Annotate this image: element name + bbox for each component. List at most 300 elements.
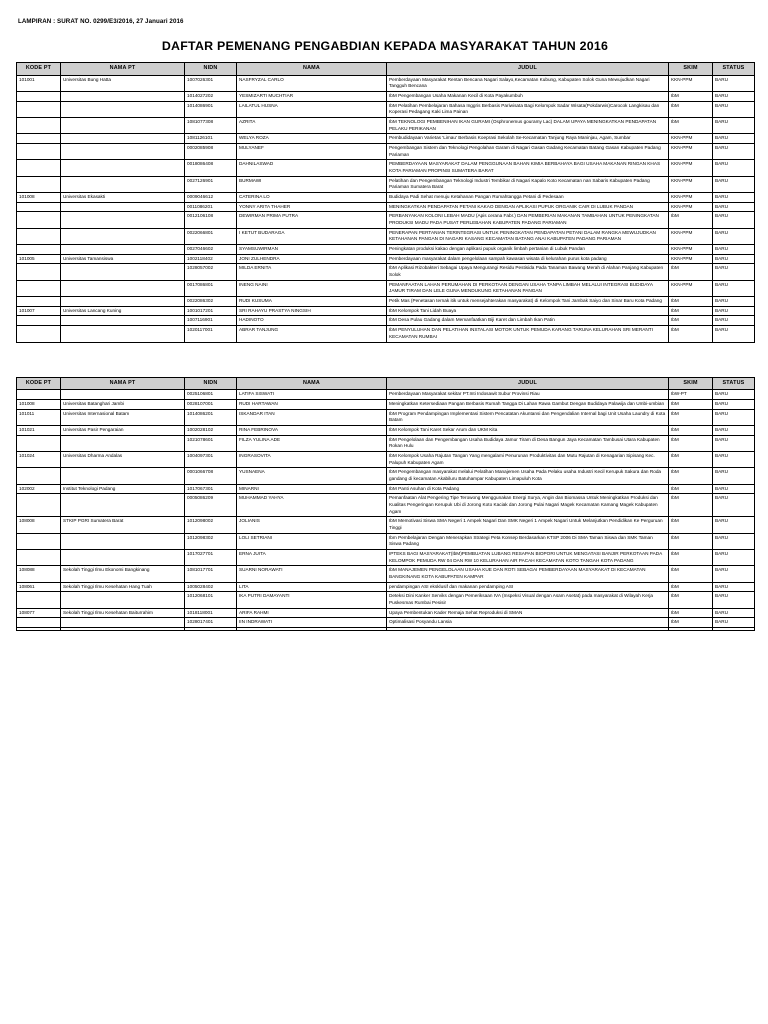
cell-nama: RUDI HARTAWAN bbox=[237, 399, 387, 409]
cell-nidn: 1014027202 bbox=[185, 92, 237, 102]
table-row bbox=[17, 484, 755, 494]
cell-kode-pt: 101024 bbox=[17, 451, 61, 467]
cell-nama: LITA bbox=[237, 582, 387, 592]
table-row bbox=[17, 592, 755, 608]
cell-nama-pt: Universitas Bung Hatta bbox=[61, 75, 185, 91]
cell-nidn: 0022066801 bbox=[185, 228, 237, 244]
cell-kode-pt: 101011 bbox=[17, 409, 61, 425]
cell-nama: IKA PUTRI DAMAYANTI bbox=[237, 592, 387, 608]
cell-nama: SUARNI NORAWATI bbox=[237, 566, 387, 582]
cell-judul: Pelatihan dan Pengembangan Teknologi Industri Tembikar di Nagari Kapalo Koto Kecamatan nan Sabaris Kabupaten Padang Pariaman Sumatera Barat bbox=[387, 176, 669, 192]
cell-judul: IbM Program Pendampingan Implementasi Sistem Pencatatan Akuntansi dan Pengendalian Internal bagi Unit Usaha Laundry di Kota Batam bbox=[387, 409, 669, 425]
cell-kode-pt bbox=[17, 549, 61, 565]
table-row bbox=[17, 608, 755, 618]
cell-nama-pt: Universitas Tamansiswa bbox=[61, 254, 185, 264]
cell-nama-pt bbox=[61, 627, 185, 630]
cell-kode-pt bbox=[17, 176, 61, 192]
cell-status: BARU bbox=[713, 202, 755, 212]
column-header-skim: SKIM bbox=[669, 63, 713, 76]
cell-kode-pt bbox=[17, 533, 61, 549]
cell-nama: INENG NAINI bbox=[237, 280, 387, 296]
cell-nama: SRI RAHAYU PRASTYA NINGSIH bbox=[237, 306, 387, 316]
cell-nama-pt: Universitas Dharma Andalas bbox=[61, 451, 185, 467]
cell-nama: FILZA YULINA ADE bbox=[237, 435, 387, 451]
cell-judul: Budidaya Padi Sehat menuju Ketahanan Pangan Rumahtangga Petani di Pedesaan bbox=[387, 193, 669, 203]
cell-judul: Pemanfaatan Alat Pengering Tipe Terowong Menggunakan Energi Surya, Angin dan Biomassa Untuk Meningkatkan Produksi dan Kualitas Pengeringan Kerupuk Ubi di Jorong Koto Kaciak dan Jorong Pulai Nagari Magek Kecamatan Kamang Magek Kabupaten Agam bbox=[387, 494, 669, 517]
table-row bbox=[17, 176, 755, 192]
cell-skim: IbM bbox=[669, 306, 713, 316]
cell-judul: IbM Pengembangan Usaha Makanan Kecil di Kota Payakumbuh bbox=[387, 92, 669, 102]
cell-skim bbox=[669, 627, 713, 630]
letter-reference: LAMPIRAN : SURAT NO. 0299/E3/2016, 27 Januari 2016 bbox=[18, 18, 184, 25]
cell-status: BARU bbox=[713, 425, 755, 435]
cell-status: BARU bbox=[713, 75, 755, 91]
cell-kode-pt bbox=[17, 618, 61, 628]
cell-judul: Pemberdayaan Masyarakat sekitar PT.Inti Indosawit Subur Provinsi Riau bbox=[387, 390, 669, 400]
cell-nidn: 1007116901 bbox=[185, 316, 237, 326]
cell-status: BARU bbox=[713, 592, 755, 608]
cell-kode-pt bbox=[17, 101, 61, 117]
cell-nama-pt: Institut Teknologi Padang bbox=[61, 484, 185, 494]
cell-nidn: 0027046602 bbox=[185, 245, 237, 255]
cell-kode-pt: 101001 bbox=[17, 75, 61, 91]
table-row bbox=[17, 316, 755, 326]
cell-status: BARU bbox=[713, 326, 755, 342]
cell-kode-pt: 108008 bbox=[17, 517, 61, 533]
table-row bbox=[17, 306, 755, 316]
column-header-kode-pt: KODE PT bbox=[17, 377, 61, 390]
cell-nama-pt bbox=[61, 212, 185, 228]
cell-skim: KKN-PPM bbox=[669, 176, 713, 192]
cell-nidn: 0001066708 bbox=[185, 468, 237, 484]
cell-nidn: 0009046612 bbox=[185, 193, 237, 203]
cell-kode-pt: 101008 bbox=[17, 399, 61, 409]
cell-nidn: 1004097301 bbox=[185, 451, 237, 467]
cell-status: BARU bbox=[713, 517, 755, 533]
cell-judul: PERBANYAKAN KOLONI LEBAH MADU (Apis cerana Fabr.) DAN PEMBERIAN MAKANAN TAMBAHAN UNTUK PENINGKATAN PRODUKSI MADU PADA PUSAT PERLEBAHAN KABUPATEN PADANG PARIAMAN bbox=[387, 212, 669, 228]
cell-skim: IbM bbox=[669, 494, 713, 517]
table-row bbox=[17, 118, 755, 134]
cell-judul: IbM Memotivasi Siswa SMA Negeri 1 Ampek Nagari Dan SMK Negeri 1 Ampek Nagari Untuk Melanjutkan Pendidikan Ke Perguruan Tinggi bbox=[387, 517, 669, 533]
table-row bbox=[17, 202, 755, 212]
cell-skim: IbM bbox=[669, 517, 713, 533]
column-header-kode-pt: KODE PT bbox=[17, 63, 61, 76]
cell-status: BARU bbox=[713, 228, 755, 244]
cell-judul: IbM Panti Asuhan di Kota Padang bbox=[387, 484, 669, 494]
cell-skim: IbM bbox=[669, 212, 713, 228]
cell-nidn: 1007026301 bbox=[185, 75, 237, 91]
cell-judul: IbM Pengelolaan dan Pengembangan Usaha Budidaya Jamur Tiram di Desa Bangun Jaya Kecamatan Tambusai Utara Kabupaten Rokan Hulu bbox=[387, 435, 669, 451]
table-row bbox=[17, 618, 755, 628]
cell-nidn: 1001017201 bbox=[185, 306, 237, 316]
cell-nama-pt bbox=[61, 316, 185, 326]
cell-skim: IbM bbox=[669, 297, 713, 307]
cell-skim: IbM bbox=[669, 592, 713, 608]
cell-nidn: 0027126901 bbox=[185, 176, 237, 192]
cell-skim: IbM bbox=[669, 468, 713, 484]
cell-nama-pt bbox=[61, 494, 185, 517]
cell-status: BARU bbox=[713, 484, 755, 494]
cell-nama-pt bbox=[61, 297, 185, 307]
cell-nama: LAILATUL HUSNA bbox=[237, 101, 387, 117]
cell-nama-pt bbox=[61, 101, 185, 117]
cell-judul: pendampingan ASI eksklusif dan makanan pendamping ASI bbox=[387, 582, 669, 592]
cell-nama: SYAMSUWIRMAN bbox=[237, 245, 387, 255]
table-body bbox=[17, 75, 755, 342]
cell-judul: Pemberdayaan Masyarakat Rentan Bencana Nagari Salayo,Kecamatan Kubung, Kabupaten Solok Guna Mewujudkan Nagari Tangguh Bencana bbox=[387, 75, 669, 91]
winners-table-part-2 bbox=[16, 377, 755, 631]
cell-nama-pt bbox=[61, 202, 185, 212]
cell-kode-pt bbox=[17, 228, 61, 244]
table-row bbox=[17, 435, 755, 451]
cell-nidn: 1002118402 bbox=[185, 254, 237, 264]
cell-nama: MULYANEF bbox=[237, 144, 387, 160]
cell-judul bbox=[387, 627, 669, 630]
cell-kode-pt bbox=[17, 297, 61, 307]
cell-skim: KKN-PPM bbox=[669, 202, 713, 212]
cell-nama: ERNA JUITA bbox=[237, 549, 387, 565]
cell-nama: HADINOTO bbox=[237, 316, 387, 326]
cell-judul: Deteksi Dini Kanker Serviks dengan Pemeriksaan IVA (Inspeksi Visual dengan Asam Asetat) pada masyarakat di Wilayah Kerja Puskesmas Rumbai Pesisir bbox=[387, 592, 669, 608]
cell-status: BARU bbox=[713, 160, 755, 176]
cell-judul: Ibm Pembelajaran Dengan Menerapkan Strategi Peta Konsep Berdasarkan KTSP 2006 Di SMA Taman Siswa dan SMK Taman Siswa Padang bbox=[387, 533, 669, 549]
cell-nama-pt bbox=[61, 549, 185, 565]
cell-status: BARU bbox=[713, 176, 755, 192]
cell-kode-pt: 108077 bbox=[17, 608, 61, 618]
cell-nidn: 1012098302 bbox=[185, 533, 237, 549]
cell-status: BARU bbox=[713, 92, 755, 102]
cell-skim: KKN-PPM bbox=[669, 144, 713, 160]
cell-kode-pt: 108088 bbox=[17, 566, 61, 582]
cell-kode-pt bbox=[17, 627, 61, 630]
cell-status: BARU bbox=[713, 245, 755, 255]
table-row bbox=[17, 409, 755, 425]
cell-kode-pt: 101007 bbox=[17, 306, 61, 316]
cell-status bbox=[713, 627, 755, 630]
cell-nama: ABRAR TANJUNG bbox=[237, 326, 387, 342]
cell-nama: MUHAMMAD YAHYA bbox=[237, 494, 387, 517]
cell-nama: MINARNI bbox=[237, 484, 387, 494]
cell-nidn: 0028107001 bbox=[185, 399, 237, 409]
cell-nidn: 1005028402 bbox=[185, 582, 237, 592]
cell-status: BARU bbox=[713, 533, 755, 549]
table-row bbox=[17, 193, 755, 203]
cell-nama: WELYA ROZA bbox=[237, 134, 387, 144]
cell-judul: Petik Mas (Penetasan ternak itik untuk mensejahterakan masyarakat) di Kelompok Tani Jambak Saiyo dan Sinar Baru Kota Padang bbox=[387, 297, 669, 307]
cell-skim: IbM bbox=[669, 425, 713, 435]
table-row bbox=[17, 517, 755, 533]
cell-skim: IbM bbox=[669, 264, 713, 280]
cell-skim: IbM bbox=[669, 101, 713, 117]
cell-nama-pt bbox=[61, 264, 185, 280]
cell-kode-pt bbox=[17, 435, 61, 451]
cell-kode-pt bbox=[17, 134, 61, 144]
cell-skim: IbM bbox=[669, 549, 713, 565]
table-row bbox=[17, 280, 755, 296]
cell-judul: PEMBERDAYAAN MASYARAKAT DALAM PENGGUNAAN BAHAN KIMIA BERBAHAYA BAGI USAHA MAKANAN RINGAN KHAS KOTA PARIAMAN PROPINSI SUMATERA BARAT bbox=[387, 160, 669, 176]
cell-nama: RINA FEBRINOVA bbox=[237, 425, 387, 435]
cell-nidn: 0018086408 bbox=[185, 160, 237, 176]
table-row bbox=[17, 566, 755, 582]
cell-skim: IbW-PT bbox=[669, 390, 713, 400]
column-header-judul: JUDUL bbox=[387, 377, 669, 390]
cell-nama-pt bbox=[61, 92, 185, 102]
cell-judul: IPTEKS BAGI MASYARAKAT(IbM)PEMBUATAN LUBANG RESAPAN BIOPORI UNTUK MENGATASI BANJIR PERKOTAAN PADA KELOMPOK PEMUDA RW 04 DAN RW 10 KELURAHAN AIR PACAH KECAMATAN KOTO TANGAH KOTA PADANG bbox=[387, 549, 669, 565]
cell-nama: ISKANDAR ITAN bbox=[237, 409, 387, 425]
cell-nama-pt bbox=[61, 326, 185, 342]
cell-judul: MENINGKATKAN PENDAPATAN PETANI KAKAO DENGAN APLIKASI PUPUK ORGANIK CAIR DI LUBUK PANDAN bbox=[387, 202, 669, 212]
column-header-nama-pt: NAMA PT bbox=[61, 377, 185, 390]
table-row bbox=[17, 254, 755, 264]
cell-nama bbox=[237, 627, 387, 630]
cell-status: BARU bbox=[713, 468, 755, 484]
cell-skim: IbM bbox=[669, 608, 713, 618]
cell-skim: KKN-PPM bbox=[669, 245, 713, 255]
cell-nama: JOLIANIS bbox=[237, 517, 387, 533]
cell-nama: DAHNILASWAD bbox=[237, 160, 387, 176]
cell-status: BARU bbox=[713, 549, 755, 565]
cell-skim: IbM bbox=[669, 316, 713, 326]
cell-nidn: 0005086209 bbox=[185, 494, 237, 517]
table-body bbox=[17, 390, 755, 631]
column-header-nama-pt: NAMA PT bbox=[61, 63, 185, 76]
cell-nama-pt bbox=[61, 592, 185, 608]
cell-kode-pt bbox=[17, 160, 61, 176]
cell-status: BARU bbox=[713, 118, 755, 134]
page-title: DAFTAR PEMENANG PENGABDIAN KEPADA MASYARAKAT TAHUN 2016 bbox=[161, 39, 609, 53]
cell-nama: YUSNAENA bbox=[237, 468, 387, 484]
table-row bbox=[17, 399, 755, 409]
cell-nama: I KETUT BUDARAGA bbox=[237, 228, 387, 244]
cell-nidn: 0012106108 bbox=[185, 212, 237, 228]
cell-status: BARU bbox=[713, 101, 755, 117]
cell-kode-pt: 101021 bbox=[17, 425, 61, 435]
cell-nama: IIN INDRAWATI bbox=[237, 618, 387, 628]
table-row bbox=[17, 228, 755, 244]
cell-nidn: 1014086201 bbox=[185, 409, 237, 425]
table-header-row bbox=[17, 377, 755, 390]
cell-judul: IbM Aplikasi Rizobakteri Sebagai Upaya Mengurangi Residu Pestisida Pada Tanaman Bawang Merah di Alahan Panjang Kabupaten Solok bbox=[387, 264, 669, 280]
cell-nama-pt: Universitas Ekasakti bbox=[61, 193, 185, 203]
cell-skim: KKN-PPM bbox=[669, 228, 713, 244]
cell-nama-pt: Sekolah Tinggi Ilmu Kesehatan Baiturrahim bbox=[61, 608, 185, 618]
cell-judul: Meningkatkan Ketersediaan Pangan Berbasis Rumah Tangga Di Lahan Rawa Gambut Dengan Budidaya Palawija dan Umbi-umbian bbox=[387, 399, 669, 409]
cell-nama-pt bbox=[61, 280, 185, 296]
cell-nama: RUDI KUSUMA bbox=[237, 297, 387, 307]
table-row bbox=[17, 627, 755, 630]
cell-skim: IbM bbox=[669, 618, 713, 628]
cell-skim: IbM bbox=[669, 566, 713, 582]
cell-kode-pt: 101005 bbox=[17, 254, 61, 264]
table-row bbox=[17, 160, 755, 176]
table-row bbox=[17, 468, 755, 484]
cell-status: BARU bbox=[713, 618, 755, 628]
cell-nama: AZRITA bbox=[237, 118, 387, 134]
cell-nama-pt: Universitas Internasional Batam bbox=[61, 409, 185, 425]
cell-kode-pt: 101008 bbox=[17, 193, 61, 203]
cell-nidn: 0011086201 bbox=[185, 202, 237, 212]
cell-judul: Upaya Pembentukan Kader Remaja Sehat Reproduksi di SMAN bbox=[387, 608, 669, 618]
cell-kode-pt bbox=[17, 316, 61, 326]
cell-kode-pt bbox=[17, 468, 61, 484]
cell-nidn: 1021078601 bbox=[185, 435, 237, 451]
table-row bbox=[17, 549, 755, 565]
cell-nama-pt bbox=[61, 390, 185, 400]
cell-kode-pt bbox=[17, 592, 61, 608]
cell-judul: IbM Pengembangan masyarakat melalui Pelatihan Manajemen Usaha Pada Pelaku usaha Industri Kecil Kerupuk Sakura dan Roda gandang di kecamatan Akabiluru Batuhampar Kabupaten Limapuluh Kota bbox=[387, 468, 669, 484]
cell-nama: YESMIZARTI MUCHTIAR bbox=[237, 92, 387, 102]
column-header-nama: NAMA bbox=[237, 377, 387, 390]
cell-kode-pt bbox=[17, 92, 61, 102]
cell-nidn: 1014086901 bbox=[185, 101, 237, 117]
table-row bbox=[17, 212, 755, 228]
cell-kode-pt bbox=[17, 390, 61, 400]
table-row bbox=[17, 101, 755, 117]
column-header-skim: SKIM bbox=[669, 377, 713, 390]
cell-judul: Optimalisasi Posyandu Lansia bbox=[387, 618, 669, 628]
cell-status: BARU bbox=[713, 409, 755, 425]
table-header-row bbox=[17, 63, 755, 76]
cell-nama: YONNY ARITA THAHER bbox=[237, 202, 387, 212]
cell-status: BARU bbox=[713, 193, 755, 203]
cell-judul: Pengembangan Sistem dan Teknologi Pengolahan Garam di Nagari Gasan Gadang Kecamatan Batang Gasan Kabupaten Padang Pariaman bbox=[387, 144, 669, 160]
cell-nidn: 1012098002 bbox=[185, 517, 237, 533]
cell-nidn: 1002028102 bbox=[185, 425, 237, 435]
cell-status: BARU bbox=[713, 264, 755, 280]
cell-nama-pt: Sekolah Tinggi Ilmu Kesehatan Hang Tuah bbox=[61, 582, 185, 592]
cell-status: BARU bbox=[713, 399, 755, 409]
table-row bbox=[17, 326, 755, 342]
cell-kode-pt bbox=[17, 245, 61, 255]
cell-kode-pt bbox=[17, 144, 61, 160]
table-row bbox=[17, 533, 755, 549]
cell-judul: IbM TEKNOLOGI PEMBENIHAN IKAN GURAMI (Osphronemus gouramy Lac) DALAM UPAYA MENINGKATKAN PENDAPATAN PELAKU PERIKANAN bbox=[387, 118, 669, 134]
cell-nama: NASFRYZAL CARLO bbox=[237, 75, 387, 91]
cell-judul: IbM Desa Pulau Gadang dalam Memanfaatkan Biji Karet dan Limbah Ikan Patin bbox=[387, 316, 669, 326]
cell-status: BARU bbox=[713, 134, 755, 144]
cell-judul: IbM Pelatihan Pembelajaran Bahasa Inggris Berbasis Pariwisata Bagi Kelompok Sadar Wisata(Pokdarwis)Carocok Langkisau dan Koperasi Pedagang Kaki Lima Painan bbox=[387, 101, 669, 117]
cell-judul: Pemberdayaan masyarakat dalam pengelolaan sampah kawasan wisata di kelurahan purus kota padang bbox=[387, 254, 669, 264]
cell-kode-pt bbox=[17, 212, 61, 228]
cell-nidn bbox=[185, 627, 237, 630]
cell-judul: IbM PENYULUHAN DAN PELATIHAN INSTALASI MOTOR UNTUK PEMUDA KARANG TARUNA KELURAHAN SRI MERANTI KECAMATAN RUMBAI bbox=[387, 326, 669, 342]
cell-status: BARU bbox=[713, 494, 755, 517]
cell-kode-pt bbox=[17, 494, 61, 517]
cell-status: BARU bbox=[713, 316, 755, 326]
cell-nidn: 1017027701 bbox=[185, 549, 237, 565]
cell-nama: JONI ZULHENDRA bbox=[237, 254, 387, 264]
cell-skim: KKN-PPM bbox=[669, 75, 713, 91]
cell-nama-pt bbox=[61, 144, 185, 160]
cell-nama-pt bbox=[61, 176, 185, 192]
cell-status: BARU bbox=[713, 608, 755, 618]
cell-nidn: 1028057002 bbox=[185, 264, 237, 280]
cell-nama: MILDA ERNITA bbox=[237, 264, 387, 280]
cell-nidn: 0002085908 bbox=[185, 144, 237, 160]
cell-nidn: 1017067301 bbox=[185, 484, 237, 494]
cell-judul: IbM Kelompok Tani Lidah Buaya bbox=[387, 306, 669, 316]
cell-skim: KKN-PPM bbox=[669, 193, 713, 203]
cell-skim: IbM bbox=[669, 451, 713, 467]
cell-nama-pt bbox=[61, 228, 185, 244]
table-row bbox=[17, 75, 755, 91]
cell-nama: ARIFA RAHMI bbox=[237, 608, 387, 618]
column-header-nama: NAMA bbox=[237, 63, 387, 76]
table-row bbox=[17, 245, 755, 255]
cell-status: BARU bbox=[713, 306, 755, 316]
cell-nama-pt bbox=[61, 245, 185, 255]
cell-nama-pt bbox=[61, 160, 185, 176]
cell-nidn: 1081077308 bbox=[185, 118, 237, 134]
table-row bbox=[17, 425, 755, 435]
table-row bbox=[17, 582, 755, 592]
cell-status: BARU bbox=[713, 212, 755, 228]
cell-skim: IbM bbox=[669, 399, 713, 409]
cell-nidn: 0022086302 bbox=[185, 297, 237, 307]
table-row bbox=[17, 264, 755, 280]
table-row bbox=[17, 92, 755, 102]
cell-kode-pt bbox=[17, 280, 61, 296]
cell-skim: IbM bbox=[669, 409, 713, 425]
cell-skim: KKN-PPM bbox=[669, 280, 713, 296]
cell-nama-pt: STKIP PGRI Sumatera Barat bbox=[61, 517, 185, 533]
cell-kode-pt bbox=[17, 202, 61, 212]
cell-nidn: 1028017401 bbox=[185, 618, 237, 628]
table-row bbox=[17, 451, 755, 467]
cell-skim: IbM bbox=[669, 118, 713, 134]
cell-nama-pt bbox=[61, 435, 185, 451]
cell-status: BARU bbox=[713, 297, 755, 307]
column-header-status: STATUS bbox=[713, 377, 755, 390]
cell-nidn: 1081017701 bbox=[185, 566, 237, 582]
cell-judul: IbM MANAJEMEN PENGELOLAAN USAHA KUE DAN ROTI SEBAGAI PEMBERDAYAAN MASYARAKAT DI KECAMATAN BANGKINANG KOTA KABUPATEN KAMPAR bbox=[387, 566, 669, 582]
table-row bbox=[17, 134, 755, 144]
cell-nama-pt bbox=[61, 533, 185, 549]
cell-nidn: 0025106801 bbox=[185, 390, 237, 400]
cell-status: BARU bbox=[713, 390, 755, 400]
cell-kode-pt bbox=[17, 326, 61, 342]
cell-nama: DEWIRMAN PRIMA PUTRA bbox=[237, 212, 387, 228]
cell-judul: Pembudidayaan Varietas 'Limau' Berbasis Koeprasi Sekolah Se-Kecamatan Tanjung Raya Maninjau, Agam, Sumbar bbox=[387, 134, 669, 144]
cell-status: BARU bbox=[713, 144, 755, 160]
cell-nama: BURMAWI bbox=[237, 176, 387, 192]
cell-nidn: 1081126101 bbox=[185, 134, 237, 144]
cell-kode-pt bbox=[17, 264, 61, 280]
cell-skim: KKN-PPM bbox=[669, 134, 713, 144]
cell-skim: IbM bbox=[669, 582, 713, 592]
cell-skim: KKN-PPM bbox=[669, 254, 713, 264]
cell-kode-pt: 102002 bbox=[17, 484, 61, 494]
cell-kode-pt bbox=[17, 118, 61, 134]
table-row bbox=[17, 390, 755, 400]
cell-judul: IbM Kelompok Tani Karet Sekar Arum dan UKM Kita bbox=[387, 425, 669, 435]
cell-nama: CATERINA LO bbox=[237, 193, 387, 203]
cell-nidn: 1012068101 bbox=[185, 592, 237, 608]
cell-judul: PEMANFAATAN LAHAN PERUMAHAN DI PERKOTAAN DENGAN USAHA TANPA LIMBAH MELALUI INTEGRASI BUDIDAYA JAMUR TIRAM DAN LELE GUNA MENDUKUNG KETAHANAN PANGAN bbox=[387, 280, 669, 296]
table-row bbox=[17, 144, 755, 160]
table-separator bbox=[16, 343, 754, 377]
cell-nama-pt bbox=[61, 118, 185, 134]
cell-nama-pt bbox=[61, 468, 185, 484]
table-row bbox=[17, 297, 755, 307]
cell-nama-pt bbox=[61, 618, 185, 628]
cell-nidn: 1020117001 bbox=[185, 326, 237, 342]
cell-nama: LATIFA SISWATI bbox=[237, 390, 387, 400]
winners-table-part-1 bbox=[16, 62, 755, 343]
cell-judul: PENERAPAN PERTANIAN TERINTEGRASI UNTUK PENINGKATAN PENDAPATAN PETANI DALAM RANGKA MEWUJUDKAN KETAHANAN PANGAN DI NAGARI KASANG KECAMATAN BATANG ANAI KABUPATEN PADANG PARIAMAN bbox=[387, 228, 669, 244]
cell-skim: IbM bbox=[669, 484, 713, 494]
cell-status: BARU bbox=[713, 566, 755, 582]
